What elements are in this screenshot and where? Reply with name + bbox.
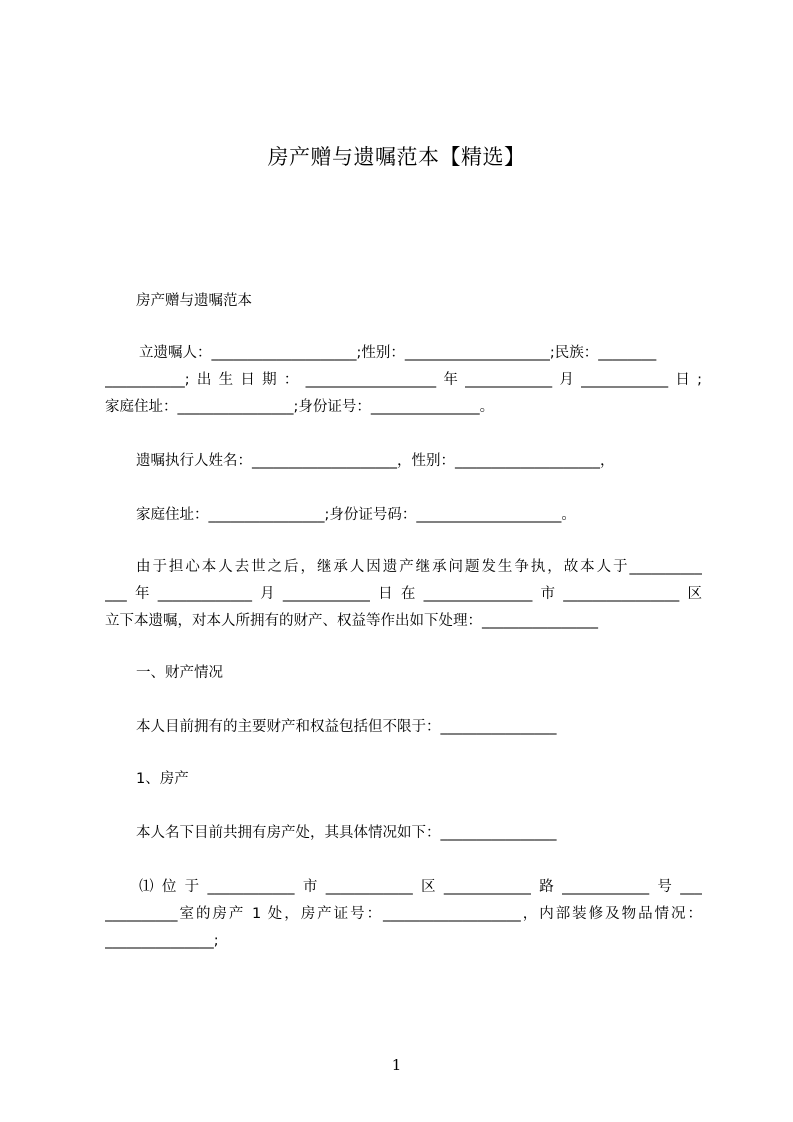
- testator-line-1: 立遗嘱人：____________________;性别：____________________;民族：________: [139, 345, 657, 361]
- executor-name-line: 遗嘱执行人姓名：____________________，性别：____________________，: [136, 453, 615, 469]
- page-number: 1: [391, 1056, 402, 1074]
- reason-line-1: 由于担心本人去世之后，继承人因遗产继承问题发生争执，故本人于__________: [136, 559, 702, 575]
- property-1-line-1: ⑴位于____________市____________区____________路____________号___: [139, 879, 702, 895]
- testator-line-3: 家庭住址：________________;身份证号：_______________。: [105, 399, 495, 415]
- property-intro: 本人名下目前共拥有房产处，其具体情况如下：________________: [136, 825, 557, 841]
- testator-line-2: ___________;出生日期：__________________年____________月____________日;: [105, 372, 702, 388]
- subtitle: 房产赠与遗嘱范本: [136, 293, 252, 309]
- reason-line-2: ___年_____________月____________日在_______________市________________区: [105, 586, 702, 602]
- document-title: 房产赠与遗嘱范本【精选】: [267, 145, 526, 169]
- reason-line-3: 立下本遗嘱，对本人所拥有的财产、权益等作出如下处理：________________: [105, 613, 598, 629]
- executor-address-line: 家庭住址：________________;身份证号码：____________________。: [136, 507, 576, 523]
- item-heading-real-estate: 1、房产: [136, 771, 189, 787]
- property-1-line-2: __________室的房产 1 处，房产证号：___________________，内部装修及物品情况：: [105, 906, 702, 922]
- section-heading-property: 一、财产情况: [136, 665, 223, 681]
- assets-intro: 本人目前拥有的主要财产和权益包括但不限于：________________: [136, 719, 557, 735]
- property-1-line-3: _______________;: [105, 933, 219, 949]
